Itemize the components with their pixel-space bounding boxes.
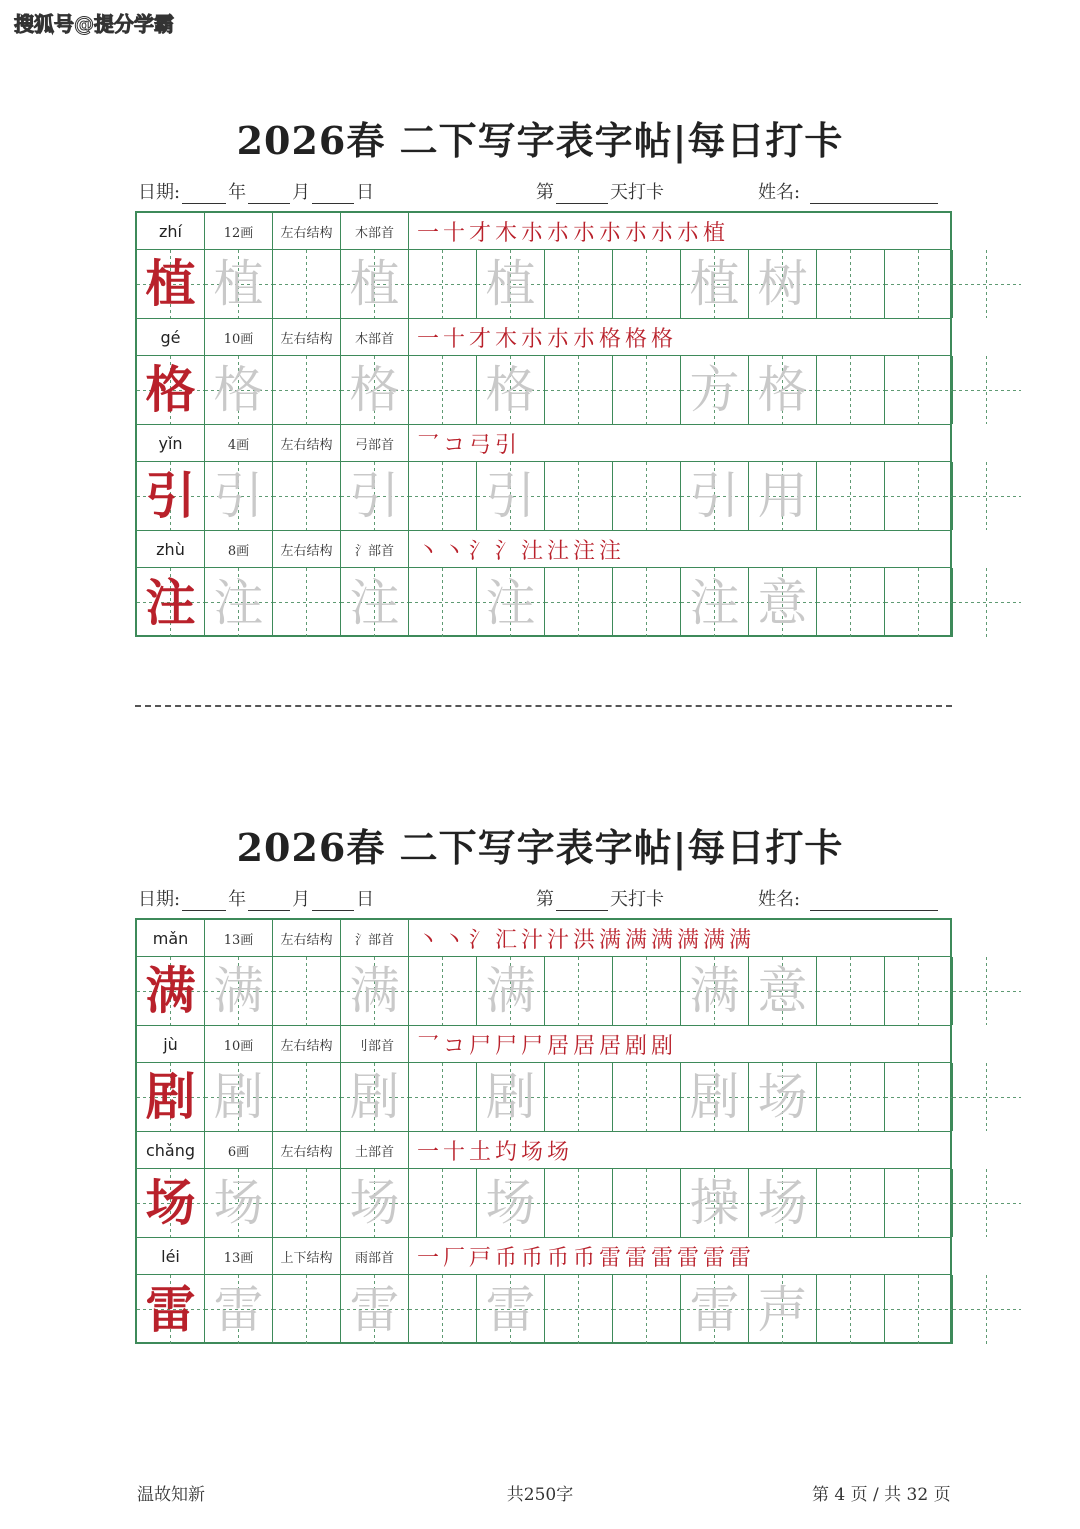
- trace-char: 剧: [349, 1068, 400, 1126]
- trace-char: 场: [349, 1174, 400, 1232]
- name-label: 姓名:: [758, 889, 801, 910]
- writing-row: [137, 1063, 950, 1132]
- trace-char: 满: [485, 962, 536, 1020]
- structure-label: 左右结构: [273, 425, 341, 461]
- trace-char: 场: [213, 1174, 264, 1232]
- practice-cell[interactable]: [681, 1169, 749, 1237]
- model-char-cell: [137, 568, 205, 637]
- trace-char: 场: [757, 1068, 808, 1126]
- structure-label: 左右结构: [273, 319, 341, 355]
- trace-char: 操: [689, 1174, 740, 1232]
- practice-cell[interactable]: [205, 957, 273, 1025]
- trace-char: 剧: [213, 1068, 264, 1126]
- radical-label: 木部首: [341, 213, 409, 249]
- practice-cell[interactable]: [749, 957, 817, 1025]
- stroke-count: 13画: [205, 1238, 273, 1274]
- footer-center: 共250字: [506, 1485, 574, 1505]
- practice-cell[interactable]: [477, 957, 545, 1025]
- practice-grid: [135, 918, 952, 1344]
- pinyin: yǐn: [137, 425, 205, 461]
- radical-label: 土部首: [341, 1132, 409, 1168]
- model-char: 注: [145, 572, 196, 632]
- month-blank[interactable]: [248, 892, 290, 911]
- pinyin: léi: [137, 1238, 205, 1274]
- day-label: 日: [356, 182, 375, 203]
- model-char-cell: [137, 250, 205, 318]
- practice-cell[interactable]: [749, 1063, 817, 1131]
- stroke-count: 12画: [205, 213, 273, 249]
- day-number-blank[interactable]: [556, 185, 608, 204]
- practice-cell[interactable]: [205, 1169, 273, 1237]
- practice-cell[interactable]: [273, 462, 341, 530]
- day-blank[interactable]: [312, 185, 354, 204]
- trace-char: 格: [485, 361, 536, 419]
- month-label: 月: [292, 889, 311, 910]
- practice-sheet: [0, 0, 1080, 632]
- date-label: 日期:: [138, 889, 181, 910]
- trace-char: 树: [757, 255, 808, 313]
- pinyin: zhí: [137, 213, 205, 249]
- practice-cell[interactable]: [613, 1275, 681, 1344]
- practice-cell[interactable]: [205, 1275, 273, 1344]
- practice-cell[interactable]: [477, 250, 545, 318]
- practice-cell[interactable]: [749, 250, 817, 318]
- model-char: 雷: [145, 1279, 196, 1339]
- model-char: 满: [145, 961, 196, 1020]
- checkin-field: [536, 178, 664, 204]
- trace-char: 意: [757, 573, 808, 632]
- trace-char: 植: [689, 255, 740, 313]
- trace-char: 雷: [689, 1280, 740, 1339]
- practice-cell[interactable]: [885, 250, 953, 318]
- trace-char: 植: [213, 255, 264, 313]
- practice-cell[interactable]: [681, 957, 749, 1025]
- pinyin: gé: [137, 319, 205, 355]
- practice-cell[interactable]: [477, 356, 545, 424]
- trace-char: 场: [485, 1174, 536, 1232]
- writing-row: [137, 568, 950, 637]
- date-label: 日期:: [138, 182, 181, 203]
- practice-cell[interactable]: [681, 1275, 749, 1344]
- structure-label: 左右结构: [273, 1132, 341, 1168]
- trace-char: 格: [349, 361, 400, 419]
- trace-char: 用: [757, 467, 808, 525]
- day-blank[interactable]: [312, 892, 354, 911]
- practice-cell[interactable]: [409, 250, 477, 318]
- practice-cell[interactable]: [817, 250, 885, 318]
- writing-row: [137, 1169, 950, 1238]
- practice-cell[interactable]: [205, 250, 273, 318]
- practice-cell[interactable]: [953, 1275, 1021, 1344]
- trace-char: 剧: [689, 1068, 740, 1126]
- stroke-order: 一厂戸币币币币雷雷雷雷雷雷: [417, 1245, 756, 1271]
- pinyin: zhù: [137, 531, 205, 567]
- radical-label: 弓部首: [341, 425, 409, 461]
- practice-cell[interactable]: [409, 1275, 477, 1344]
- writing-row: [137, 356, 950, 425]
- practice-cell[interactable]: [885, 462, 953, 530]
- checkin-field: [536, 885, 664, 911]
- year-blank[interactable]: [182, 892, 226, 911]
- practice-cell[interactable]: [613, 568, 681, 637]
- sheet-title: 2026春 二下写字表字帖|每日打卡: [236, 118, 844, 163]
- radical-label: 氵部首: [341, 920, 409, 956]
- trace-char: 注: [689, 573, 740, 632]
- checkin-label: 天打卡: [610, 182, 664, 203]
- date-field: [138, 885, 374, 911]
- practice-cell[interactable]: [613, 1063, 681, 1131]
- practice-cell[interactable]: [409, 1169, 477, 1237]
- practice-cell[interactable]: [545, 568, 613, 637]
- month-label: 月: [292, 182, 311, 203]
- practice-cell[interactable]: [477, 462, 545, 530]
- stroke-count: 10画: [205, 1026, 273, 1062]
- practice-cell[interactable]: [953, 356, 1021, 424]
- practice-cell[interactable]: [817, 1063, 885, 1131]
- practice-sheet: [0, 707, 1080, 1339]
- day-label: 日: [356, 889, 375, 910]
- trace-char: 引: [349, 467, 400, 525]
- practice-cell[interactable]: [953, 957, 1021, 1025]
- practice-cell[interactable]: [341, 356, 409, 424]
- model-char-cell: [137, 462, 205, 530]
- practice-cell[interactable]: [749, 1275, 817, 1344]
- char-info-row: [137, 1026, 950, 1063]
- stroke-count: 10画: [205, 319, 273, 355]
- model-char-cell: [137, 1275, 205, 1344]
- practice-cell[interactable]: [613, 250, 681, 318]
- date-field: [138, 178, 374, 204]
- writing-row: [137, 957, 950, 1026]
- pinyin: chǎng: [137, 1132, 205, 1168]
- practice-cell[interactable]: [341, 957, 409, 1025]
- model-char: 引: [145, 466, 196, 525]
- stroke-order: 一十土圴场场: [417, 1139, 574, 1165]
- footer-left: 温故知新: [137, 1485, 205, 1505]
- trace-char: 场: [757, 1174, 808, 1232]
- trace-char: 雷: [213, 1280, 264, 1339]
- radical-label: 雨部首: [341, 1238, 409, 1274]
- trace-char: 注: [213, 573, 264, 632]
- practice-cell[interactable]: [817, 957, 885, 1025]
- char-info-row: [137, 920, 950, 957]
- stroke-order: 乛コ弓引: [417, 432, 522, 458]
- writing-row: [137, 1275, 950, 1344]
- model-char-cell: [137, 957, 205, 1025]
- practice-cell[interactable]: [681, 462, 749, 530]
- practice-cell[interactable]: [885, 1275, 953, 1344]
- practice-cell[interactable]: [409, 462, 477, 530]
- trace-char: 植: [485, 255, 536, 313]
- pinyin: mǎn: [137, 920, 205, 956]
- practice-cell[interactable]: [681, 1063, 749, 1131]
- practice-cell[interactable]: [749, 462, 817, 530]
- practice-cell[interactable]: [205, 462, 273, 530]
- pinyin: jù: [137, 1026, 205, 1062]
- name-blank[interactable]: [810, 892, 938, 911]
- practice-cell[interactable]: [477, 568, 545, 637]
- trace-char: 方: [689, 361, 740, 419]
- practice-cell[interactable]: [545, 1275, 613, 1344]
- practice-cell[interactable]: [477, 1275, 545, 1344]
- stroke-count: 8画: [205, 531, 273, 567]
- practice-cell[interactable]: [545, 356, 613, 424]
- cut-divider: [135, 705, 952, 707]
- trace-char: 引: [485, 467, 536, 525]
- practice-cell[interactable]: [885, 568, 953, 637]
- year-label: 年: [228, 182, 247, 203]
- trace-char: 满: [213, 962, 264, 1020]
- month-blank[interactable]: [248, 185, 290, 204]
- trace-char: 满: [349, 962, 400, 1020]
- practice-cell[interactable]: [341, 462, 409, 530]
- trace-char: 注: [349, 573, 400, 632]
- practice-cell[interactable]: [885, 356, 953, 424]
- stroke-order: 乛コ尸尸尸居居居剧剧: [417, 1033, 678, 1059]
- structure-label: 左右结构: [273, 920, 341, 956]
- practice-cell[interactable]: [273, 957, 341, 1025]
- practice-cell[interactable]: [341, 1275, 409, 1344]
- stroke-order: 丶丶氵汇汁汁洪满满满满满满: [417, 927, 756, 953]
- char-info-row: [137, 319, 950, 356]
- day-number-prefix: 第: [536, 889, 554, 910]
- stroke-count: 13画: [205, 920, 273, 956]
- practice-cell[interactable]: [341, 568, 409, 637]
- trace-char: 声: [757, 1280, 808, 1339]
- stroke-order: 一十才木朩朩朩格格格: [417, 326, 678, 352]
- practice-cell[interactable]: [545, 462, 613, 530]
- sheet-title: 2026春 二下写字表字帖|每日打卡: [236, 825, 844, 870]
- name-blank[interactable]: [810, 185, 938, 204]
- practice-cell[interactable]: [817, 1169, 885, 1237]
- practice-cell[interactable]: [477, 1169, 545, 1237]
- practice-cell[interactable]: [477, 1063, 545, 1131]
- footer-page: 第 4 页 / 共 32 页: [812, 1485, 951, 1505]
- practice-cell[interactable]: [953, 568, 1021, 637]
- char-info-row: [137, 1238, 950, 1275]
- practice-cell[interactable]: [341, 250, 409, 318]
- practice-cell[interactable]: [273, 1169, 341, 1237]
- practice-cell[interactable]: [205, 568, 273, 637]
- name-label: 姓名:: [758, 182, 801, 203]
- practice-cell[interactable]: [953, 1063, 1021, 1131]
- char-info-row: [137, 425, 950, 462]
- model-char-cell: [137, 356, 205, 424]
- practice-cell[interactable]: [341, 1169, 409, 1237]
- practice-cell[interactable]: [817, 1275, 885, 1344]
- model-char: 场: [145, 1173, 196, 1232]
- char-info-row: [137, 531, 950, 568]
- structure-label: 上下结构: [273, 1238, 341, 1274]
- practice-cell[interactable]: [749, 568, 817, 637]
- practice-cell[interactable]: [817, 568, 885, 637]
- practice-cell[interactable]: [749, 1169, 817, 1237]
- model-char-cell: [137, 1169, 205, 1237]
- practice-cell[interactable]: [545, 250, 613, 318]
- practice-cell[interactable]: [205, 1063, 273, 1131]
- practice-cell[interactable]: [953, 250, 1021, 318]
- trace-char: 雷: [349, 1280, 400, 1339]
- name-field: [758, 885, 940, 911]
- char-info-row: [137, 213, 950, 250]
- checkin-label: 天打卡: [610, 889, 664, 910]
- practice-cell[interactable]: [273, 568, 341, 637]
- stroke-count: 6画: [205, 1132, 273, 1168]
- year-label: 年: [228, 889, 247, 910]
- practice-cell[interactable]: [409, 356, 477, 424]
- practice-cell[interactable]: [681, 568, 749, 637]
- writing-row: [137, 462, 950, 531]
- practice-cell[interactable]: [545, 1169, 613, 1237]
- radical-label: 氵部首: [341, 531, 409, 567]
- practice-cell[interactable]: [613, 356, 681, 424]
- name-field: [758, 178, 940, 204]
- practice-cell[interactable]: [885, 1063, 953, 1131]
- practice-cell[interactable]: [749, 356, 817, 424]
- structure-label: 左右结构: [273, 213, 341, 249]
- stroke-order: 一十才木朩朩朩朩朩朩朩植: [417, 220, 730, 246]
- practice-cell[interactable]: [409, 1063, 477, 1131]
- trace-char: 雷: [485, 1280, 536, 1339]
- trace-char: 注: [485, 573, 536, 632]
- day-number-prefix: 第: [536, 182, 554, 203]
- day-number-blank[interactable]: [556, 892, 608, 911]
- practice-cell[interactable]: [953, 1169, 1021, 1237]
- stroke-count: 4画: [205, 425, 273, 461]
- trace-char: 引: [689, 467, 740, 525]
- practice-cell[interactable]: [885, 1169, 953, 1237]
- trace-char: 引: [213, 467, 264, 525]
- structure-label: 左右结构: [273, 1026, 341, 1062]
- practice-cell[interactable]: [205, 356, 273, 424]
- practice-cell[interactable]: [613, 957, 681, 1025]
- practice-cell[interactable]: [817, 356, 885, 424]
- practice-cell[interactable]: [681, 356, 749, 424]
- practice-cell[interactable]: [545, 1063, 613, 1131]
- stroke-order: 丶丶氵氵汢汢注注: [417, 538, 626, 564]
- practice-cell[interactable]: [885, 957, 953, 1025]
- practice-cell[interactable]: [273, 1063, 341, 1131]
- practice-cell[interactable]: [817, 462, 885, 530]
- model-char: 剧: [145, 1067, 196, 1126]
- watermark: 搜狐号@提分学霸: [14, 12, 174, 36]
- practice-cell[interactable]: [681, 250, 749, 318]
- practice-cell[interactable]: [409, 957, 477, 1025]
- practice-grid: [135, 211, 952, 637]
- writing-row: [137, 250, 950, 319]
- char-info-row: [137, 1132, 950, 1169]
- practice-cell[interactable]: [953, 462, 1021, 530]
- model-char: 植: [145, 254, 196, 313]
- practice-cell[interactable]: [341, 1063, 409, 1131]
- practice-cell[interactable]: [409, 568, 477, 637]
- trace-char: 植: [349, 255, 400, 313]
- trace-char: 意: [757, 962, 808, 1020]
- practice-cell[interactable]: [273, 1275, 341, 1344]
- practice-cell[interactable]: [273, 356, 341, 424]
- practice-cell[interactable]: [273, 250, 341, 318]
- model-char-cell: [137, 1063, 205, 1131]
- trace-char: 格: [757, 361, 808, 419]
- practice-cell[interactable]: [613, 1169, 681, 1237]
- trace-char: 格: [213, 361, 264, 419]
- practice-cell[interactable]: [545, 957, 613, 1025]
- radical-label: 木部首: [341, 319, 409, 355]
- structure-label: 左右结构: [273, 531, 341, 567]
- trace-char: 满: [689, 962, 740, 1020]
- model-char: 格: [145, 360, 196, 419]
- trace-char: 剧: [485, 1068, 536, 1126]
- year-blank[interactable]: [182, 185, 226, 204]
- practice-cell[interactable]: [613, 462, 681, 530]
- radical-label: 刂部首: [341, 1026, 409, 1062]
